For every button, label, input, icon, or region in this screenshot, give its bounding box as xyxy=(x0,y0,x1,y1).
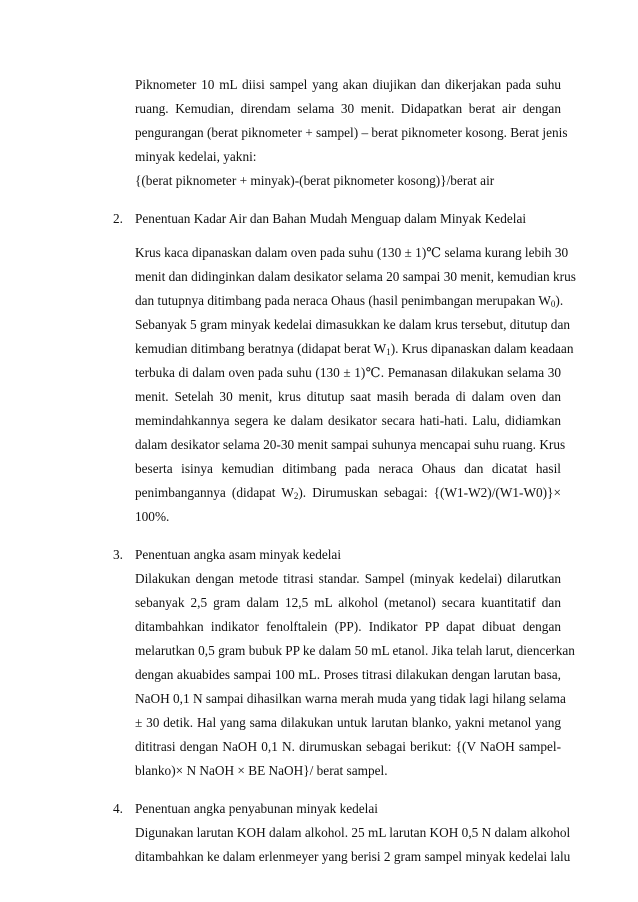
paragraph-line: Digunakan larutan KOH dalam alkohol. 25 mL larutan KOH 0,5 N dalam alkohol xyxy=(135,825,571,840)
section-number: 2. xyxy=(113,211,123,226)
paragraph-line: beserta isinya kemudian ditimbang pada neraca Ohaus dan dicatat hasil xyxy=(135,461,561,476)
intro-line: ruang. Kemudian, direndam selama 30 menit. Didapatkan berat air dengan xyxy=(135,101,561,116)
paragraph-line: kemudian ditimbang beratnya (didapat berat $W_1$). Krus dipanaskan dalam keadaan xyxy=(135,341,574,357)
paragraph-line: NaOH 0,1 N sampai dihasilkan warna merah muda yang tidak lagi hilang selama xyxy=(135,691,566,706)
intro-line: minyak kedelai, yakni: xyxy=(135,149,257,164)
paragraph-line: memindahkannya segera ke dalam desikator secara hati-hati. Lalu, didiamkan xyxy=(135,413,561,428)
intro-line: Piknometer 10 mL diisi sampel yang akan diujikan dan dikerjakan pada suhu xyxy=(135,77,561,92)
paragraph-line: menit dan didinginkan dalam desikator selama 20 sampai 30 menit, kemudian krus xyxy=(135,269,576,284)
paragraph-line: melarutkan 0,5 gram bubuk PP ke dalam 50 mL etanol. Jika telah larut, diencerkan xyxy=(135,643,575,658)
paragraph-line: Dilakukan dengan metode titrasi standar. Sampel (minyak kedelai) dilarutkan xyxy=(135,571,561,586)
paragraph-line: terbuka di dalam oven pada suhu (130 ± 1)℃. Pemanasan dilakukan selama 30 xyxy=(135,365,561,380)
paragraph-line: dititrasi dengan NaOH 0,1 N. dirumuskan sebagai berikut: {(V NaOH sampel- xyxy=(135,739,561,754)
paragraph-line: ditambahkan ke dalam erlenmeyer yang berisi 2 gram sampel minyak kedelai lalu xyxy=(135,849,571,864)
section-number: 4. xyxy=(113,801,123,816)
paragraph-line: dengan akuabides sampai 100 mL. Proses titrasi dilakukan dengan larutan basa, xyxy=(135,667,561,682)
paragraph-line: sebanyak 2,5 gram dalam 12,5 mL alkohol (metanol) secara kuantitatif dan xyxy=(135,595,561,610)
section-heading: Penentuan Kadar Air dan Bahan Mudah Menguap dalam Minyak Kedelai xyxy=(135,211,527,226)
paragraph-line: dan tutupnya ditimbang pada neraca Ohaus (hasil penimbangan merupakan $W_0$). xyxy=(135,293,564,309)
paragraph-line: ditambahkan indikator fenolftalein (PP). Indikator PP dapat dibuat dengan xyxy=(135,619,561,634)
paragraph-line: penimbangannya (didapat $W_2$). Dirumuskan sebagai: {(W1-W2)/(W1-W0)}× xyxy=(135,485,561,501)
intro-formula: {(berat piknometer + minyak)-(berat piknometer kosong)}/berat air xyxy=(135,173,495,188)
paragraph-line: Sebanyak 5 gram minyak kedelai dimasukkan ke dalam krus tersebut, ditutup dan xyxy=(135,317,570,332)
subscript: 0 xyxy=(550,299,556,309)
section-heading: Penentuan angka penyabunan minyak kedelai xyxy=(135,801,378,816)
intro-line: pengurangan (berat piknometer + sampel) – berat piknometer kosong. Berat jenis xyxy=(135,125,568,140)
subscript: 1 xyxy=(386,347,391,357)
paragraph-line: 100%. xyxy=(135,509,170,524)
paragraph-line: menit. Setelah 30 menit, krus ditutup saat masih berada di dalam oven dan xyxy=(135,389,561,404)
section-number: 3. xyxy=(113,547,123,562)
paragraph-line: dalam desikator selama 20-30 menit sampai suhunya mencapai suhu ruang. Krus xyxy=(135,437,566,452)
section-heading: Penentuan angka asam minyak kedelai xyxy=(135,547,342,562)
subscript: 2 xyxy=(293,491,299,501)
paragraph-line: ± 30 detik. Hal yang sama dilakukan untuk larutan blanko, yakni metanol yang xyxy=(135,715,561,730)
paragraph-line: Krus kaca dipanaskan dalam oven pada suhu (130 ± 1)℃ selama kurang lebih 30 xyxy=(135,245,569,260)
paragraph-line: blanko)× N NaOH × BE NaOH}/ berat sampel. xyxy=(135,763,388,778)
